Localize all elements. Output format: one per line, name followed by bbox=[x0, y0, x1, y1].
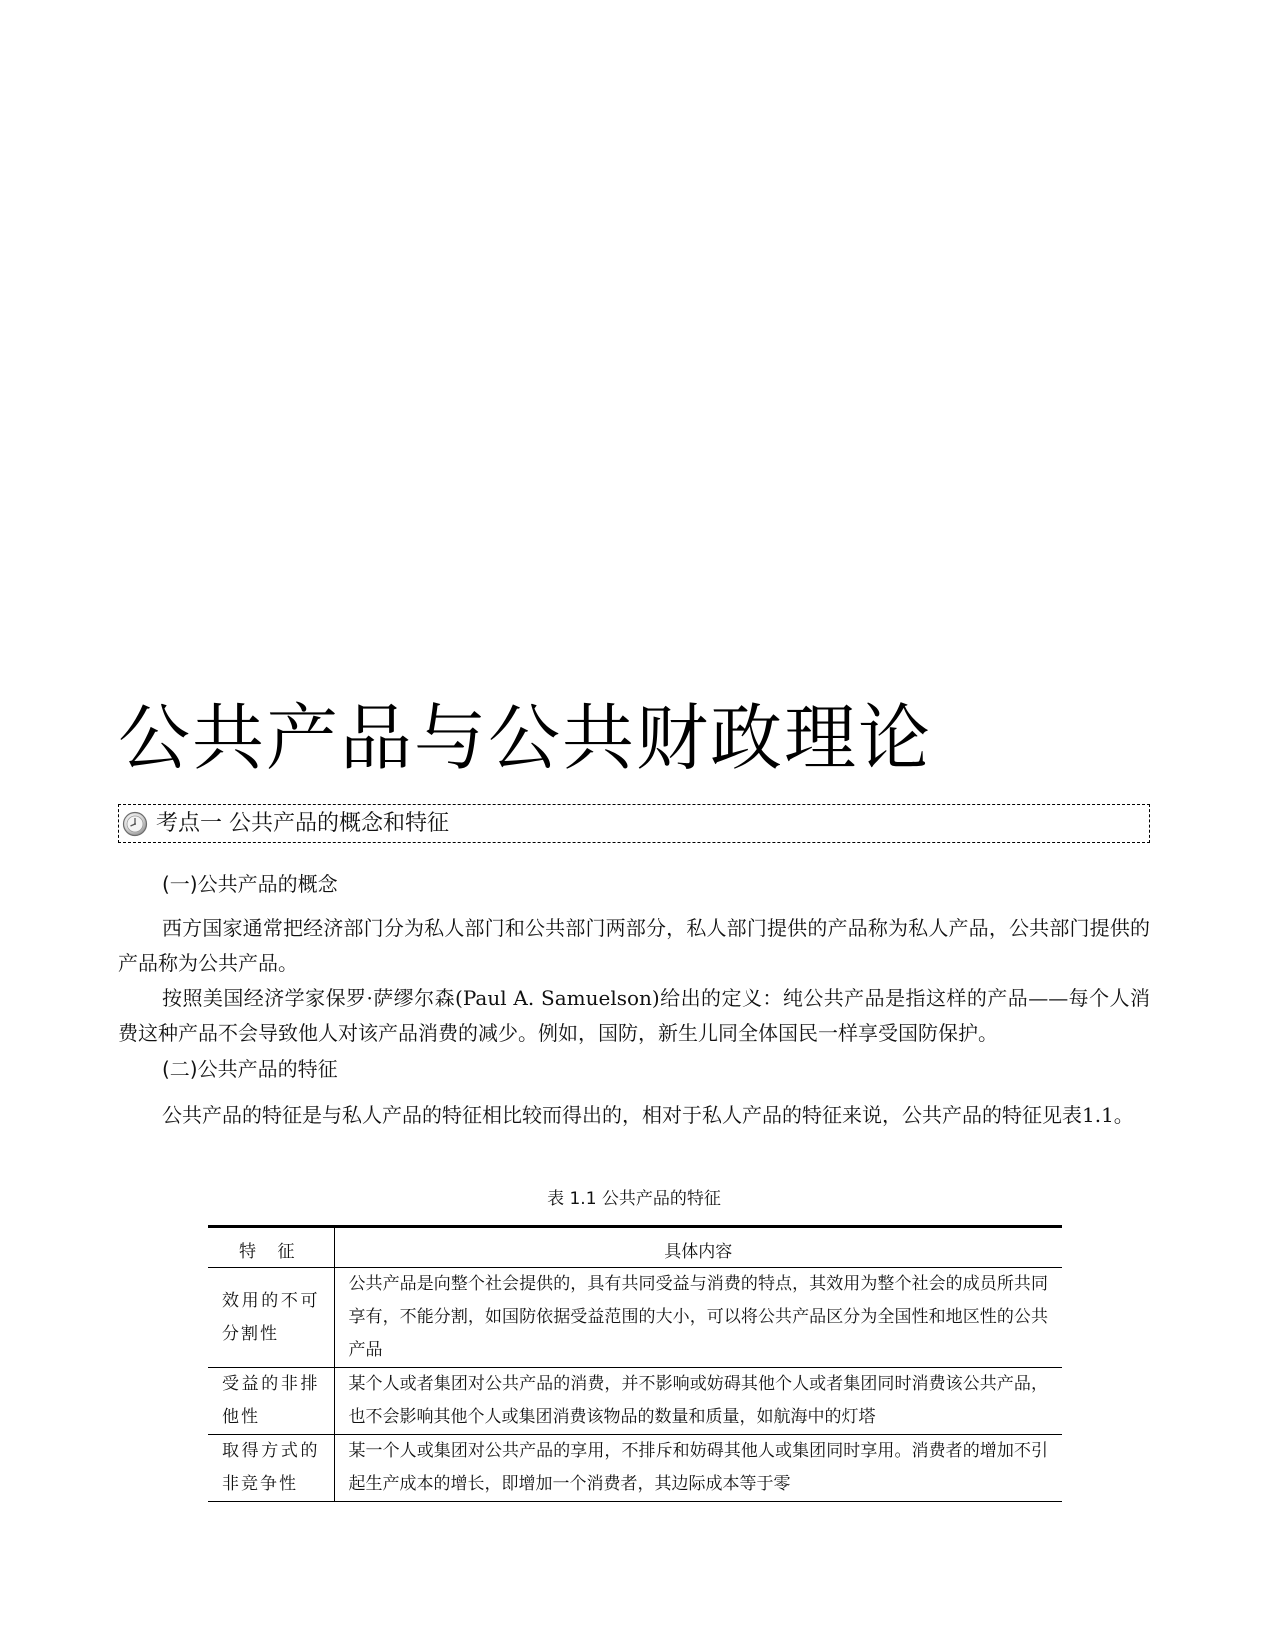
table-row bbox=[208, 1435, 1062, 1502]
kaodian-title: 考点一 公共产品的概念和特征 bbox=[156, 810, 449, 836]
kaodian-header bbox=[118, 804, 1150, 843]
feature-table bbox=[208, 1225, 1062, 1502]
table-row bbox=[208, 1268, 1062, 1368]
chapter-title: 公共产品与公共财政理论 bbox=[118, 696, 933, 780]
feature-content: 某一个人或集团对公共产品的享用，不排斥和妨碍其他人或集团同时享用。消费者的增加不引起生产成本的增长，即增加一个消费者，其边际成本等于零 bbox=[334, 1435, 1062, 1502]
paragraph: 西方国家通常把经济部门分为私人部门和公共部门两部分，私人部门提供的产品称为私人产品，公共部门提供的产品称为公共产品。 bbox=[118, 916, 1150, 975]
column-header-content: 具体内容 bbox=[334, 1227, 1062, 1268]
column-header-feature: 特 征 bbox=[208, 1227, 334, 1268]
feature-content: 公共产品是向整个社会提供的，具有共同受益与消费的特点，其效用为整个社会的成员所共同享有，不能分割，如国防依据受益范围的大小，可以将公共产品区分为全国性和地区性的公共产品 bbox=[334, 1268, 1062, 1368]
feature-name: 效用的不可分割性 bbox=[208, 1268, 334, 1368]
table-caption: 表 1.1 公共产品的特征 bbox=[547, 1189, 721, 1209]
feature-content: 某个人或者集团对公共产品的消费，并不影响或妨碍其他个人或者集团同时消费该公共产品，也不会影响其他个人或集团消费该物品的数量和质量，如航海中的灯塔 bbox=[334, 1368, 1062, 1435]
section-heading-concept: (一)公共产品的概念 bbox=[162, 872, 338, 896]
table-header-row bbox=[208, 1227, 1062, 1268]
clock-icon bbox=[122, 811, 148, 837]
paragraph: 按照美国经济学家保罗·萨缪尔森(Paul A. Samuelson)给出的定义：纯公共产品是指这样的产品——每个人消费这种产品不会导致他人对该产品消费的减少。例如，国防，新生儿同全体国民一样享受国防保护。 bbox=[118, 986, 1150, 1045]
paragraph: 公共产品的特征是与私人产品的特征相比较而得出的，相对于私人产品的特征来说，公共产品的特征见表1.1。 bbox=[162, 1103, 1134, 1127]
section-heading-features: (二)公共产品的特征 bbox=[162, 1057, 338, 1081]
feature-name: 取得方式的非竞争性 bbox=[208, 1435, 334, 1502]
feature-name: 受益的非排他性 bbox=[208, 1368, 334, 1435]
table-row bbox=[208, 1368, 1062, 1435]
